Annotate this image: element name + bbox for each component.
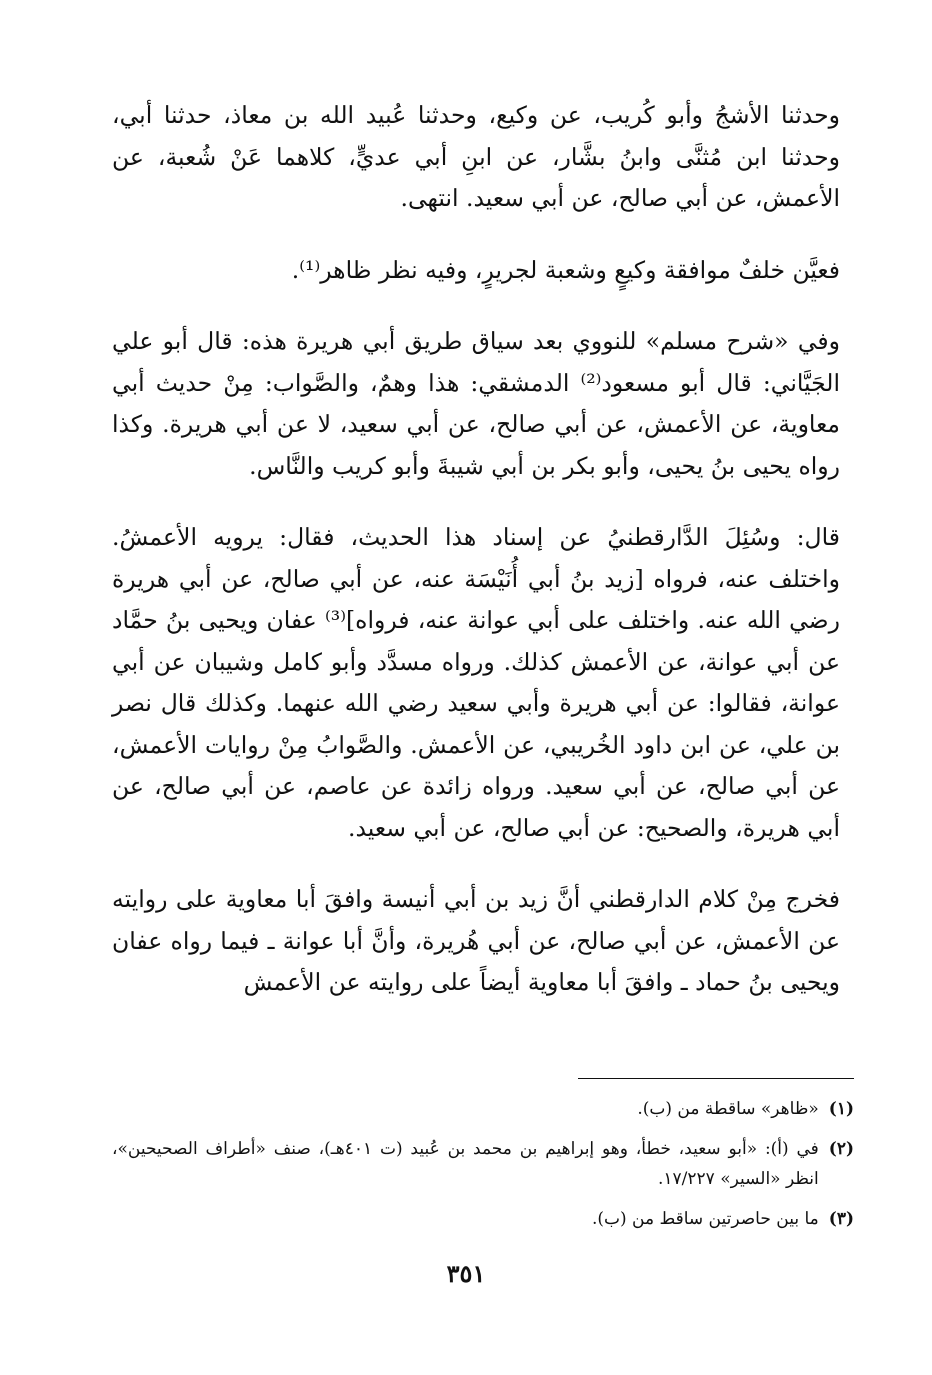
footnotes bbox=[112, 1094, 854, 1244]
footnote-1 bbox=[112, 1094, 854, 1124]
footnote-number: (٣) bbox=[828, 1209, 854, 1229]
footnote-text: في (أ): «أبو سعيد، خطأ، وهو إبراهيم بن محمد بن عُبيد (ت ٤٠١هـ)، صنف «أطراف الصحيحين»، انظر «السير» ١٧/٢٢٧. bbox=[112, 1139, 819, 1189]
paragraph-4: قال: وسُئِلَ الدَّارقطنيُ عن إسناد هذا الحديث، فقال: يرويه الأعمشُ. واختلف عنه، فرواه [زيد بنُ أبي أُنَيْسَة عنه، عن أبي صالح، عن أبي هريرة رضي الله عنه. واختلف على أبي عوانة عنه، فرواه]⁽³⁾ عفان ويحيى بنُ حمَّاد عن أبي عوانة، عن الأعمش كذلك. ورواه مسدَّد وأبو كامل وشيبان عن أبي عوانة، فقالوا: عن أبي هريرة وأبي سعيد رضي الله عنهما. وكذلك قال نصر بن علي، عن ابن داود الخُريبي، عن الأعمش. والصَّوابُ مِنْ روايات الأعمش، عن أبي صالح، عن أبي سعيد. ورواه زائدة عن عاصم، عن أبي صالح، عن أبي هريرة، والصحيح: عن أبي صالح، عن أبي سعيد. bbox=[112, 523, 840, 842]
paragraph-5: فخرج مِنْ كلام الدارقطني أنَّ زيد بن أبي أنيسة وافقَ أبا معاوية على روايته عن الأعمش، عن أبي صالح، عن أبي هُريرة، وأنَّ أبا عوانة ـ فيما رواه عفان ويحيى بنُ حماد ـ وافقَ أبا معاوية أيضاً على روايته عن الأعمش bbox=[112, 885, 840, 996]
main-text bbox=[112, 95, 840, 1004]
footnote-number: (١) bbox=[828, 1099, 854, 1119]
footnote-divider bbox=[578, 1078, 854, 1079]
footnote-2 bbox=[112, 1134, 854, 1194]
paragraph-2: فعيَّن خلفٌ موافقة وكيعٍ وشعبة لجريرٍ، وفيه نظر ظاهر⁽¹⁾. bbox=[291, 255, 840, 284]
footnote-number: (٢) bbox=[828, 1139, 854, 1159]
footnote-text: ما بين حاصرتين ساقط من (ب). bbox=[591, 1209, 819, 1229]
paragraph-3: وفي «شرح مسلم» للنووي بعد سياق طريق أبي هريرة هذه: قال أبو علي الجَيَّاني: قال أبو مسعود⁽²⁾ الدمشقي: هذا وهمٌ، والصَّواب: مِنْ حديث أبي معاوية، عن الأعمش، عن أبي صالح، عن أبي سعيد، لا عن أبي هريرة. وكذا رواه يحيى بنُ يحيى، وأبو بكر بن أبي شيبةَ وأبو كريب والنَّاس. bbox=[112, 327, 840, 480]
footnote-text: «ظاهر» ساقطة من (ب). bbox=[637, 1099, 819, 1119]
paragraph-1: وحدثنا الأشجُ وأبو كُريب، عن وكيع، وحدثنا عُبيد الله بن معاذ، حدثنا أبي، وحدثنا ابن مُثنَّى وابنُ بشَّار، عن ابنِ أبي عديٍّ، كلاهما عَنْ شُعبة، عن الأعمش، عن أبي صالح، عن أبي سعيد. انتهى. bbox=[112, 101, 840, 212]
footnote-3 bbox=[112, 1204, 854, 1234]
page-number: ٣٥١ bbox=[446, 1259, 486, 1288]
